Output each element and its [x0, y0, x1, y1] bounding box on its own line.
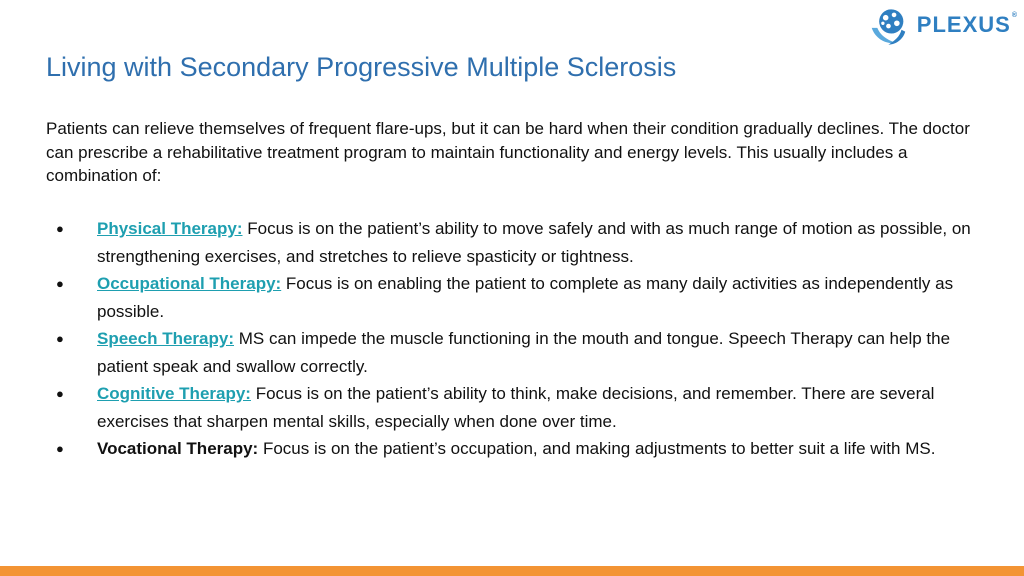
speech-therapy-link[interactable]: Speech Therapy:: [97, 329, 234, 348]
list-item-text: MS can impede the muscle functioning in the mouth and tongue. Speech Therapy can help the patient speak and swallow correctly.: [97, 329, 951, 376]
list-item-text: Focus is on the patient’s ability to move safely and with as much range of motion as possible, on strengthening exercises, and stretches to relieve spasticity or tightness.: [97, 219, 971, 266]
bullet-icon: ●: [56, 441, 64, 456]
page-title: Living with Secondary Progressive Multiple Sclerosis: [46, 52, 677, 82]
occupational-therapy-link[interactable]: Occupational Therapy:: [97, 274, 282, 293]
vocational-therapy-term: Vocational Therapy:: [97, 439, 259, 458]
list-item-occupational-therapy: [46, 270, 996, 325]
cognitive-therapy-link[interactable]: Cognitive Therapy:: [97, 384, 251, 403]
list-item-physical-therapy: [46, 215, 996, 270]
bullet-icon: ●: [56, 276, 64, 291]
bullet-icon: ●: [56, 221, 64, 236]
list-item-vocational-therapy: [46, 435, 996, 463]
list-item-speech-therapy: [46, 325, 996, 380]
intro-paragraph: Patients can relieve themselves of frequent flare-ups, but it can be hard when their condition gradually declines. The doctor can prescribe a rehabilitative treatment program to maintain functionality and energy levels. This usually includes a combination of:: [46, 119, 970, 185]
brain-hands-logo-icon: [868, 4, 911, 50]
list-item-cognitive-therapy: [46, 380, 996, 435]
list-item-text: Focus is on the patient’s ability to think, make decisions, and remember. There are several exercises that sharpen mental skills, especially when done over time.: [97, 384, 935, 431]
footer-accent-bar: [0, 566, 1024, 576]
bullet-icon: ●: [56, 331, 64, 346]
plexus-logo: [868, 4, 1018, 50]
list-item-text: Focus is on the patient’s occupation, and making adjustments to better suit a life with MS.: [258, 439, 936, 458]
physical-therapy-link[interactable]: Physical Therapy:: [97, 219, 243, 238]
bullet-icon: ●: [56, 386, 64, 401]
logo-wordmark: PLEXUS®: [916, 12, 1018, 37]
list-item-text: Focus is on enabling the patient to complete as many daily activities as independently as possible.: [97, 274, 954, 321]
therapy-list: [46, 215, 996, 463]
